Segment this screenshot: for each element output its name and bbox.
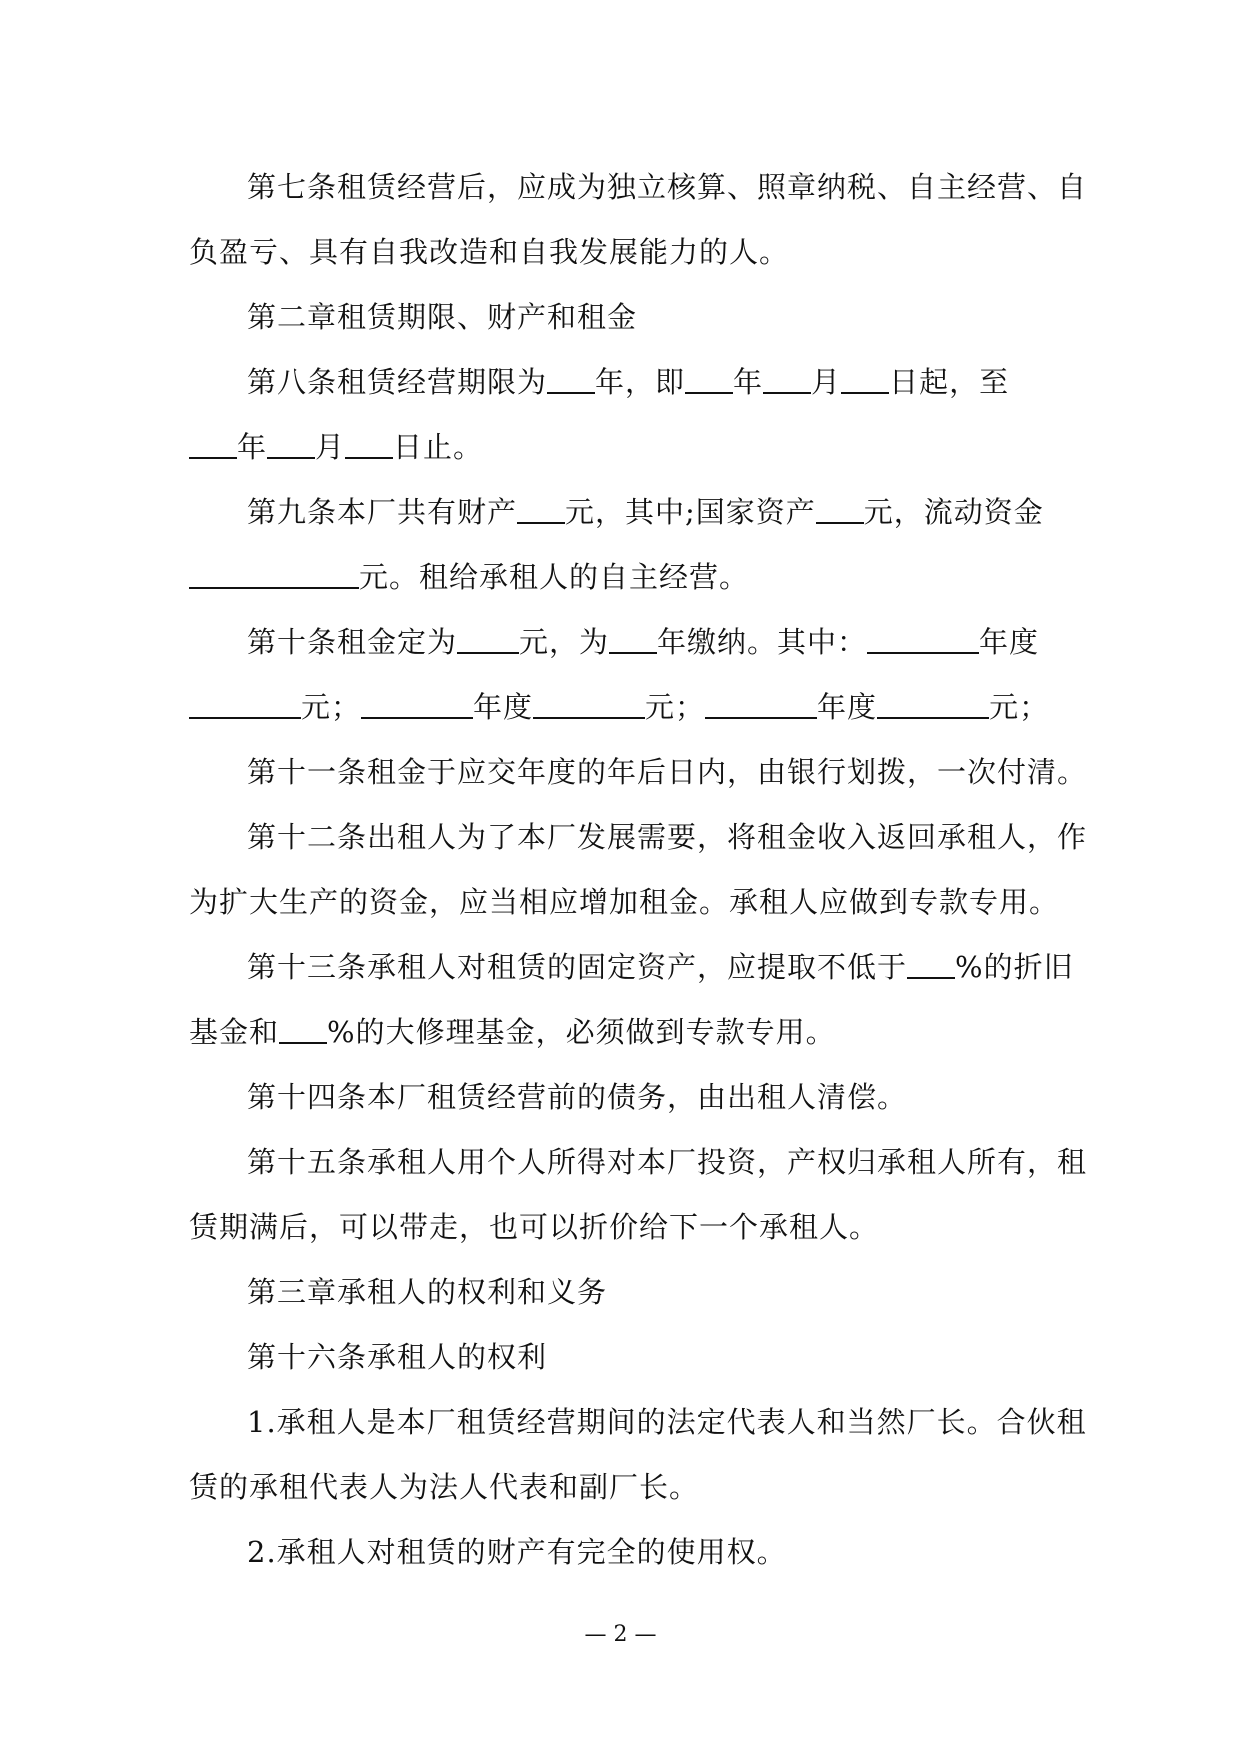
article-9-text-c: 元，流动资金 [863,495,1044,529]
end-day-blank[interactable] [345,427,393,459]
article-16-title: 第十六条承租人的权利 [247,1340,548,1374]
article-15-line-1 [189,1130,1088,1195]
repair-rate-blank[interactable] [279,1012,327,1044]
article-15-text-1: 第十五条承租人用个人所得对本厂投资，产权归承租人所有，租 [247,1145,1088,1179]
chapter-3-heading [189,1260,1051,1325]
article-13-text-c: 基金和 [189,1015,280,1049]
article-10-line-2 [189,675,1051,740]
article-8-text-f: 年 [237,430,268,464]
article-8-text-g: 月 [315,430,346,464]
total-assets-blank[interactable] [517,492,565,524]
start-year-blank[interactable] [685,362,733,394]
article-10-text-c: 年缴纳。其中： [657,625,868,659]
article-10-line-1 [189,610,1051,675]
article-11-text: 第十一条租金于应交年度的年后日内，由银行划拨，一次付清。 [247,755,1088,789]
chapter-2-title: 第二章租赁期限、财产和租金 [247,300,638,334]
article-8-line-2 [189,415,1051,480]
working-capital-blank[interactable] [189,557,359,589]
amount-3-blank[interactable] [877,687,989,719]
article-12-line-2 [189,870,1060,935]
article-13-line-2 [189,1000,1051,1065]
article-15-text-2: 赁期满后，可以带走，也可以折价给下一个承租人。 [189,1210,880,1244]
document-body [189,155,1088,1585]
article-12-text-2: 为扩大生产的资金，应当相应增加租金。承租人应做到专款专用。 [189,885,1060,919]
article-8-text-e: 日起，至 [889,365,1010,399]
year-3-blank[interactable] [705,687,817,719]
article-12-text-1: 第十二条出租人为了本厂发展需要，将租金收入返回承租人，作 [247,820,1088,854]
article-14-line [189,1065,1051,1130]
article-10-text-g: 元； [645,690,706,724]
article-8-text-c: 年 [733,365,764,399]
article-10-text-a: 第十条租金定为 [247,625,458,659]
rent-amount-blank[interactable] [457,622,519,654]
lease-years-blank[interactable] [547,362,595,394]
article-10-text-e: 元； [301,690,362,724]
article-10-text-h: 年度 [817,690,878,724]
start-month-blank[interactable] [763,362,811,394]
item-1-line-1 [189,1390,1087,1455]
article-10-text-b: 元，为 [519,625,610,659]
article-8-line-1 [189,350,1051,415]
article-7-line-1 [189,155,1088,220]
item-2-text: 2.承租人对租赁的财产有完全的使用权。 [247,1535,787,1569]
article-8-text-d: 月 [811,365,842,399]
chapter-3-title: 第三章承租人的权利和义务 [247,1275,608,1309]
article-13-line-1 [189,935,1074,1000]
article-9-text-d: 元。租给承租人的自主经营。 [359,560,750,594]
chapter-2-heading [189,285,1051,350]
article-8-text-b: 年，即 [595,365,686,399]
article-7-line-2 [189,220,1051,285]
article-15-line-2 [189,1195,1051,1260]
article-12-line-1 [189,805,1088,870]
year-2-blank[interactable] [361,687,473,719]
depreciation-rate-blank[interactable] [907,947,955,979]
article-11-line [189,740,1088,805]
article-8-text-a: 第八条租赁经营期限为 [247,365,548,399]
article-10-text-f: 年度 [473,690,534,724]
item-2-line [189,1520,1051,1585]
article-13-text-d: %的大修理基金，必须做到专款专用。 [327,1015,836,1049]
end-year-blank[interactable] [189,427,237,459]
article-13-text-a: 第十三条承租人对租赁的固定资产，应提取不低于 [247,950,908,984]
article-7-text-1: 第七条租赁经营后，应成为独立核算、照章纳税、自主经营、自 [247,170,1088,204]
year-1-blank[interactable] [867,622,979,654]
article-13-text-b: %的折旧 [955,950,1074,984]
article-9-line-1 [189,480,1051,545]
article-9-line-2 [189,545,1051,610]
article-10-text-i: 元； [989,690,1050,724]
start-day-blank[interactable] [841,362,889,394]
article-14-text: 第十四条本厂租赁经营前的债务，由出租人清偿。 [247,1080,908,1114]
article-10-text-d: 年度 [979,625,1040,659]
item-1-text-2: 赁的承租代表人为法人代表和副厂长。 [189,1470,700,1504]
article-9-text-a: 第九条本厂共有财产 [247,495,518,529]
amount-1-blank[interactable] [189,687,301,719]
article-7-text-2: 负盈亏、具有自我改造和自我发展能力的人。 [189,235,790,269]
article-8-text-h: 日止。 [393,430,484,464]
payment-years-blank[interactable] [609,622,657,654]
item-1-line-2 [189,1455,1051,1520]
article-16-heading [189,1325,1051,1390]
page-number: — 2 — [584,1622,657,1647]
amount-2-blank[interactable] [533,687,645,719]
end-month-blank[interactable] [267,427,315,459]
state-assets-blank[interactable] [816,492,864,524]
article-9-text-b: 元，其中;国家资产 [565,495,816,529]
item-1-text-1: 1.承租人是本厂租赁经营期间的法定代表人和当然厂长。合伙租 [247,1405,1087,1439]
